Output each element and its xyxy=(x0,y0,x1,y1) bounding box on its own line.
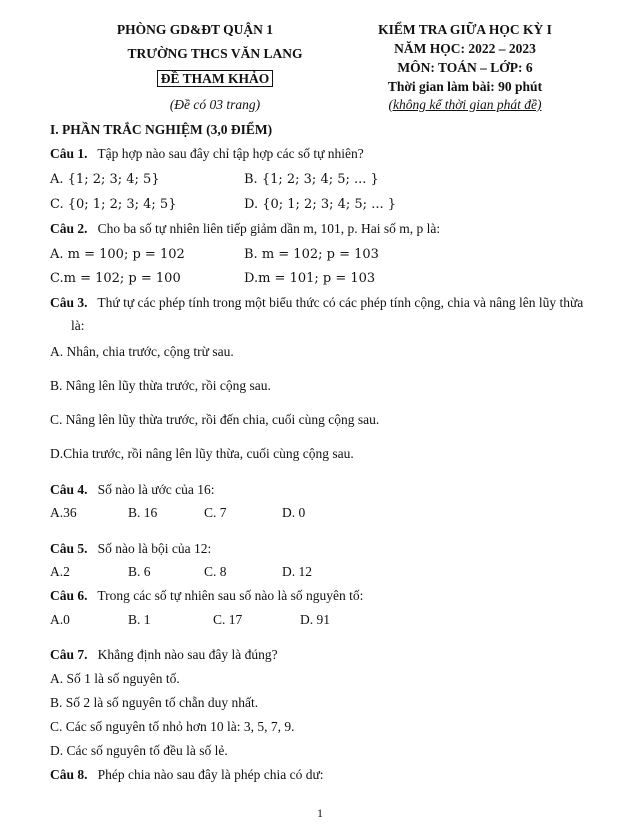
q6-option-c: C. 17 xyxy=(213,612,243,627)
duration-note: (không kể thời gian phát đề) xyxy=(388,97,542,112)
q4-option-b: B. 16 xyxy=(128,505,158,520)
question-label: Câu 3. xyxy=(50,295,88,310)
q2-option-d: D.m = 101; p = 103 xyxy=(244,271,376,286)
section-heading: I. PHẦN TRẮC NGHIỆM (3,0 ĐIỂM) xyxy=(50,122,273,137)
page-number: 1 xyxy=(317,806,323,820)
q3-option-b: B. Nâng lên lũy thừa trước, rồi cộng sau. xyxy=(50,378,271,393)
q2-option-a: A. m = 100; p = 102 xyxy=(50,247,185,262)
q1-option-b: B. {1; 2; 3; 4; 5; ... } xyxy=(244,172,379,187)
q5-option-a: A.2 xyxy=(50,564,70,579)
question-text: Phép chia nào sau đây là phép chia có dư: xyxy=(97,767,324,782)
school-name: TRƯỜNG THCS VĂN LANG xyxy=(127,46,303,61)
exam-type-box: ĐỀ THAM KHẢO xyxy=(157,70,274,87)
q1-option-a: A. {1; 2; 3; 4; 5} xyxy=(50,172,160,187)
q5-option-b: B. 6 xyxy=(128,564,151,579)
q7-option-a: A. Số 1 là số nguyên tố. xyxy=(50,671,180,686)
q4-option-c: C. 7 xyxy=(204,505,227,520)
q5-option-c: C. 8 xyxy=(204,564,227,579)
q1-option-c: C. {0; 1; 2; 3; 4; 5} xyxy=(50,197,177,212)
question-label: Câu 5. xyxy=(50,541,88,556)
question-text: Trong các số tự nhiên sau số nào là số nguyên tố: xyxy=(97,588,364,603)
question-8 xyxy=(50,767,324,783)
question-3-continuation: là: xyxy=(71,318,85,333)
q7-option-d: D. Các số nguyên tố đều là số lẻ. xyxy=(50,743,228,758)
exam-duration: Thời gian làm bài: 90 phút xyxy=(387,79,543,94)
question-label: Câu 4. xyxy=(50,482,88,497)
question-3 xyxy=(50,295,583,311)
q6-option-a: A.0 xyxy=(50,612,70,627)
exam-type-wrapper xyxy=(95,71,335,87)
exam-title: KIỂM TRA GIỮA HỌC KỲ I xyxy=(378,22,552,37)
q2-option-b: B. m = 102; p = 103 xyxy=(244,247,379,262)
question-text: Khẳng định nào sau đây là đúng? xyxy=(97,647,278,662)
question-label: Câu 8. xyxy=(50,767,88,782)
question-label: Câu 2. xyxy=(50,221,88,236)
question-label: Câu 1. xyxy=(50,146,88,161)
q1-option-d: D. {0; 1; 2; 3; 4; 5; ... } xyxy=(244,197,396,212)
q5-option-d: D. 12 xyxy=(282,564,312,579)
q3-option-a: A. Nhân, chia trước, cộng trừ sau. xyxy=(50,344,234,359)
q6-option-b: B. 1 xyxy=(128,612,151,627)
question-text: Số nào là bội của 12: xyxy=(97,541,212,556)
q4-option-a: A.36 xyxy=(50,505,77,520)
q4-option-d: D. 0 xyxy=(282,505,306,520)
subject-grade: MÔN: TOÁN – LỚP: 6 xyxy=(397,60,533,75)
q7-option-c: C. Các số nguyên tố nhỏ hơn 10 là: 3, 5, 7, 9. xyxy=(50,719,295,734)
question-label: Câu 6. xyxy=(50,588,88,603)
question-text: Tập hợp nào sau đây chỉ tập hợp các số tự nhiên? xyxy=(97,146,364,161)
question-label: Câu 7. xyxy=(50,647,88,662)
school-year: NĂM HỌC: 2022 – 2023 xyxy=(394,41,536,56)
page-count-note: (Đề có 03 trang) xyxy=(169,97,261,112)
q3-option-d: D.Chia trước, rồi nâng lên lũy thừa, cuối cùng cộng sau. xyxy=(50,446,354,461)
question-5 xyxy=(50,541,211,557)
question-2 xyxy=(50,221,440,237)
question-text: Số nào là ước của 16: xyxy=(97,482,215,497)
question-7 xyxy=(50,647,278,663)
question-1 xyxy=(50,146,364,162)
question-6 xyxy=(50,588,363,604)
q7-option-b: B. Số 2 là số nguyên tố chẵn duy nhất. xyxy=(50,695,259,710)
q2-option-c: C.m = 102; p = 100 xyxy=(50,271,181,286)
dept-name: PHÒNG GD&ĐT QUẬN 1 xyxy=(116,22,274,37)
question-text: Thứ tự các phép tính trong một biểu thức có các phép tính cộng, chia và nâng lên lũy thừa xyxy=(97,295,584,310)
q6-option-d: D. 91 xyxy=(300,612,330,627)
question-4 xyxy=(50,482,214,498)
q3-option-c: C. Nâng lên lũy thừa trước, rồi đến chia, cuối cùng cộng sau. xyxy=(50,412,380,427)
question-text: Cho ba số tự nhiên liên tiếp giảm dần m, 101, p. Hai số m, p là: xyxy=(97,221,441,236)
